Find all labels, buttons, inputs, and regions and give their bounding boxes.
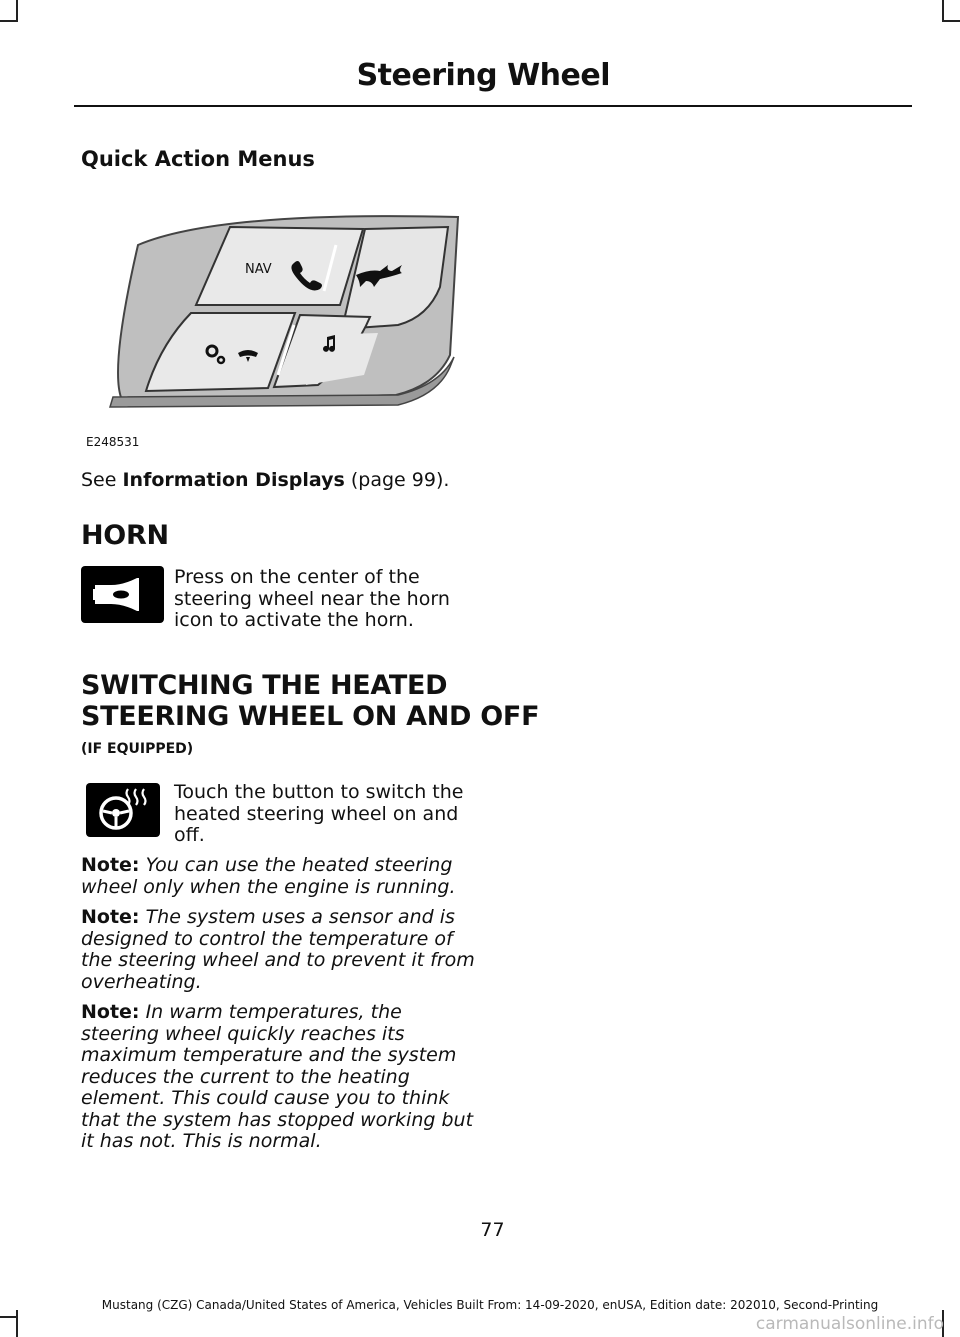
horn-text: Press on the center of the steering wheel near the horn icon to activate the horn. [174, 566, 450, 631]
note-label: Note: [81, 906, 140, 928]
page-number: 77 [480, 1219, 505, 1241]
figure-id: E248531 [86, 435, 140, 449]
see-reference [81, 470, 449, 492]
watermark: carmanualsonline.info [755, 1314, 944, 1334]
crop-mark [0, 1316, 18, 1318]
section-heading-heated-line1: SWITCHING THE HEATED [81, 670, 448, 701]
crop-mark [0, 20, 18, 22]
header-rule [74, 105, 912, 107]
crop-mark [16, 1310, 18, 1337]
crop-mark [942, 0, 944, 22]
note-3 [81, 1002, 476, 1153]
note-text: The system uses a sensor and is designed to control the temperature of the steering wheel and to prevent it from overheating. [81, 906, 475, 993]
see-prefix: See [81, 469, 123, 491]
information-displays-link[interactable]: Information Displays [122, 469, 345, 491]
horn-icon [81, 566, 164, 623]
note-label: Note: [81, 1001, 140, 1023]
see-suffix: (page 99). [344, 469, 450, 491]
heated-steering-wheel-icon [86, 783, 160, 837]
heated-text: Touch the button to switch the heated steering wheel on and off. [174, 781, 464, 846]
note-1 [81, 855, 476, 898]
section-heading-heated-line2: STEERING WHEEL ON AND OFF [81, 701, 540, 732]
if-equipped-label: (IF EQUIPPED) [81, 741, 194, 757]
nav-label: NAV [245, 262, 272, 277]
note-label: Note: [81, 854, 140, 876]
footer-edition-info: Mustang (CZG) Canada/United States of America, Vehicles Built From: 14-09-2020, enUSA, Edition date: 202010, Second-Printing [101, 1298, 879, 1312]
section-heading-horn: HORN [81, 520, 169, 551]
note-2 [81, 907, 476, 993]
note-text: You can use the heated steering wheel only when the engine is running. [81, 854, 456, 898]
page-header-title: Steering Wheel [356, 58, 610, 93]
section-heading-quick-action: Quick Action Menus [81, 147, 315, 171]
crop-mark [16, 0, 18, 22]
crop-mark [942, 20, 960, 22]
steering-wheel-buttons-figure [78, 205, 478, 460]
steering-wheel-switch-illustration [78, 205, 478, 460]
note-text: In warm temperatures, the steering wheel quickly reaches its maximum temperature and the system reduces the current to the heating element. This could cause you to think that the system has stopped working but it has not. This is normal. [81, 1001, 474, 1152]
